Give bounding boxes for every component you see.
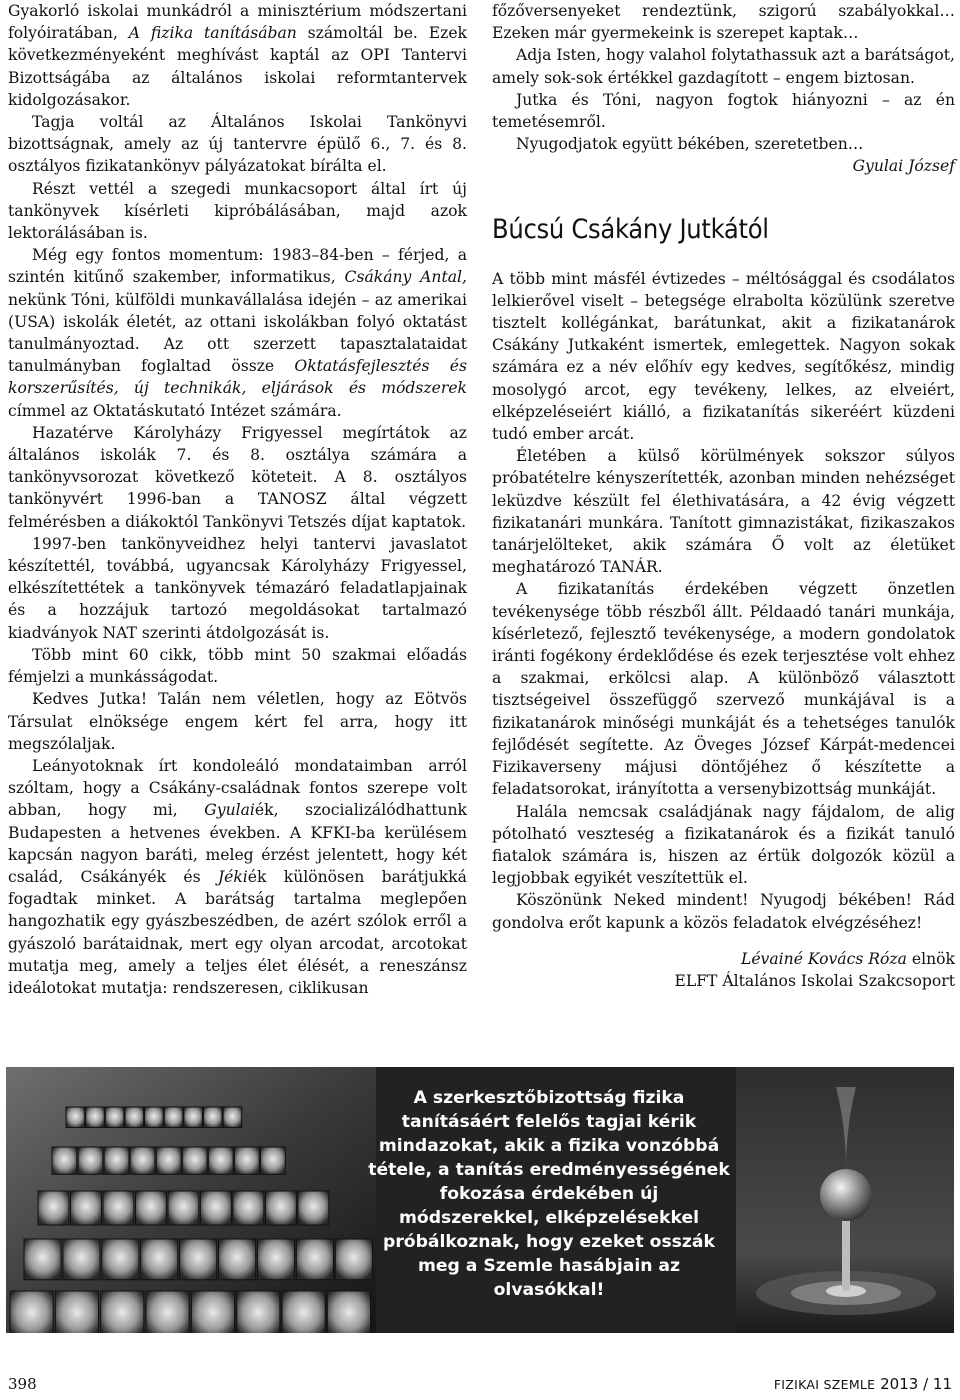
portrait-tile [105,1107,124,1128]
portrait-tile [52,1147,77,1174]
paragraph: Életében a külső körülmények sokszor súlyos próbatételre kényszerítették, azonban minden nehézséget leküzdve készült fel élethivatására, a 42 évig végzett fizikatanári munkára. Tanított gimnazistákat, fizikaszakos tanárjelölteket, akik számára Ő volt az életüket meghatározó TANÁR. [492,447,955,577]
portrait-tile [233,1191,264,1225]
portrait-tile [219,1239,256,1280]
portrait-tile [260,1147,285,1174]
portrait-tile [86,1107,105,1128]
banner-image [6,1067,954,1333]
paragraph: Kedves Jutka! Talán nem véletlen, hogy az Eötvös Társulat elnöksége engem kért fel arra, hogy itt megszólaljak. [8,690,467,753]
portrait-tile [327,1291,370,1333]
portrait-tile [282,1291,325,1333]
portrait-tile [237,1291,280,1333]
portrait-tile [145,1107,164,1128]
signature: Gyulai József [852,157,955,176]
page-number: 398 [8,1375,37,1393]
paragraph: Jutka és Tóni, nagyon fogtok hiányozni – az én temetésemről. [492,90,955,132]
portrait-tile [265,1191,296,1225]
portrait-tile [180,1239,217,1280]
portrait-tile [146,1291,189,1333]
paragraph: Leányotoknak írt kondoleáló mondataimban arról szóltam, hogy a Csákány-családnak fontos szerepe volt abban, hogy mi, Gyulaiék, szocializálódhattunk Budapesten a hetvenes években. A KFKI-ba kerülésem kapcsán nagyon baráti, meleg érzést jelentett, hogy két család, Csákányék és Jékiék különösen barátjukká fogadtak minket. A barátság tartalma meglepően hangozhatik egy gyászbeszédben, de azért szólok erről a gyászoló barátaidnak, mert egy olyan arcodat, arcotokat mutatja meg, amely a teljes élet élését, a reneszánsz ideálotokat mutatja: rendszeresen, ciklikusan [8,756,467,997]
portrait-tile [168,1191,199,1225]
portrait-tile [130,1147,155,1174]
portrait-tile [78,1147,103,1174]
portrait-tile [141,1239,178,1280]
portrait-tile [335,1239,372,1280]
portrait-tile [70,1191,101,1225]
portrait-tile [203,1107,222,1128]
signature-organization: ELFT Általános Iskolai Szakcsoport [674,971,955,990]
paragraph: Gyakorló iskolai munkádról a minisztérium módszertani folyóiratában, A fizika tanításában számoltál be. Ezek következményeként meghívást kaptál az OPI Tantervi Bizottságába az általános iskolai reformtantervek kidolgozásakor. [8,2,467,109]
signature: Lévainé Kovács Róza elnök [740,949,955,968]
water-drop [820,1169,872,1221]
portrait-tile [257,1239,294,1280]
portrait-tile [296,1239,333,1280]
portrait-tile [156,1147,181,1174]
journal-footer: FIZIKAI SZEMLE 2013 / 11 [773,1375,952,1393]
paragraph: A több mint másfél évtizedes – méltósággal és csodálatos lelkierővel viselt – betegsége elrabolta közülünk szeretve tisztelt kollégánkat, barátunkat, akit a fizikatanárok Csákány Jutkaként ismertek, emlegettek. Nagyon sokak számára ez a név előhív egy kedves, segítőkész, mindig mosolygó arcot, egy tevékeny, lelkes, az elveiért, elképzeléseiért kiálló, a fizikatanítás sikeréért küzdeni tudó ember arcát. [492,269,955,444]
paragraph: Még egy fontos momentum: 1983–84-ben – férjed, a szintén kitűnő szakember, informatikus, Csákány Antal, nekünk Tóni, külföldi munkavállalása idején – az amerikai (USA) iskolák életét, az ottani iskolákban folyó oktatást tanulmányoztad. Az ott szerzett tapasztalataidat tanulmányban foglaltad össze Oktatásfejlesztés és korszerűsítés, új technikák, eljárások és módszerek címmel az Oktatáskutató Intézet számára. [8,246,467,420]
portrait-tile [223,1107,242,1128]
paragraph: A fizikatanítás érdekében végzett önzetlen tevékenysége több részből állt. Példaadó tanári munkája, kísérletező, fejlesztő tevékenysége, a modern gondolatok iránti fogékony érdeklődése és ezek terjesztése volt ehhez a szakmai, erkölcsi alap. A különböző választott tisztségeivel összefüggő szervező munkájával is a fizikatanárok minőségi munkáját és a tehetséges tanulók fejlődését segítette. Az Öveges József Kárpát-medencei Fizikaverseny májusi döntőjéhez ő készítette a feladatsorokat, irányította a versenybizottság munkáját. [492,580,955,799]
portrait-tile [135,1191,166,1225]
portrait-tile [10,1291,53,1333]
paragraph: főzőversenyeket rendeztünk, szigorú szabályokkal… Ezeken már gyermekeink is szerepet kaptak… [492,2,955,43]
portrait-tile [101,1291,144,1333]
portrait-tile [24,1239,61,1280]
paragraph: Hazatérve Károlyházy Frigyessel megírtátok az általános iskolák 7. és 8. osztálya számára a tankönyvsorozat következő köteteit. A 8. osztályos tankönyvért 1996-ban a TANOSZ által végzett felmérésben a diákoktól Tankönyvi Tetszés díjat kaptatok. [8,423,467,531]
portrait-tile [104,1147,129,1174]
portrait-tile [182,1147,207,1174]
left-column [8,0,467,999]
paragraph: Köszönünk Neked mindent! Nyugodj békében! Rád gondolva erőt kapunk a közös feladatok elvégzéséhez! [492,891,955,932]
portrait-tile [298,1191,329,1225]
portrait-tile [234,1147,259,1174]
portrait-tile [208,1147,233,1174]
portrait-tile [63,1239,100,1280]
portrait-tile [200,1191,231,1225]
paragraph: Nyugodjatok együtt békében, szeretetben… [516,135,864,154]
paragraph: Részt vettél a szegedi munkacsoport által írt új tankönyvek kísérleti kipróbálásában, majd azok lektorálásában is. [8,179,467,243]
portrait-tile [38,1191,69,1225]
paragraph: Halála nemcsak családjának nagy fájdalom, de alig pótolható veszteség a fizikatanárok és a fizikát tanuló fiatalok számára is, hiszen az értük dolgozók közül a legjobbak egyikét veszítettük el. [492,802,955,888]
banner-text: A szerkesztőbizottság fizika tanításáért felelős tagjai kérik mindazokat, akik a fizika vonzóbbá tétele, a tanítás eredményességének fokozása érdekében új módszerekkel, elképzelésekkel próbálkoznak, hogy ezeket osszák meg a Szemle hasábjain az olvasókkal! [368,1088,730,1300]
portrait-tile [125,1107,144,1128]
portrait-tile [66,1107,85,1128]
portrait-tile [102,1239,139,1280]
paragraph: Tagja voltál az Általános Iskolai Tankönyvi bizottságnak, amely az új tantervre épülő 6., 7. és 8. osztályos fizikatankönyv pályázatokat bírálta el. [8,113,467,176]
portrait-tile [191,1291,234,1333]
portrait-tile [103,1191,134,1225]
paragraph: 1997-ben tankönyveidhez helyi tantervi javaslatot készítettél, továbbá, ugyancsak Károlyházy Frigyessel, elkészítettétek a tankönyvek témazáró feladatlapjainak és a hozzájuk tartozó megoldásokat tartalmazó kiadványok NAT szerinti átdolgozását is. [8,534,467,642]
portrait-tile [184,1107,203,1128]
paragraph: Adja Isten, hogy valahol folytathassuk azt a barátságot, amely sok-sok értékkel gazdagított – engem biztosan. [492,46,955,87]
portrait-tile [55,1291,98,1333]
portrait-tile [164,1107,183,1128]
paragraph: Több mint 60 cikk, több mint 50 szakmai előadás fémjelzi a munkásságodat. [8,645,467,687]
right-column [492,0,955,992]
article-title: Búcsú Csákány Jutkától [492,213,769,245]
